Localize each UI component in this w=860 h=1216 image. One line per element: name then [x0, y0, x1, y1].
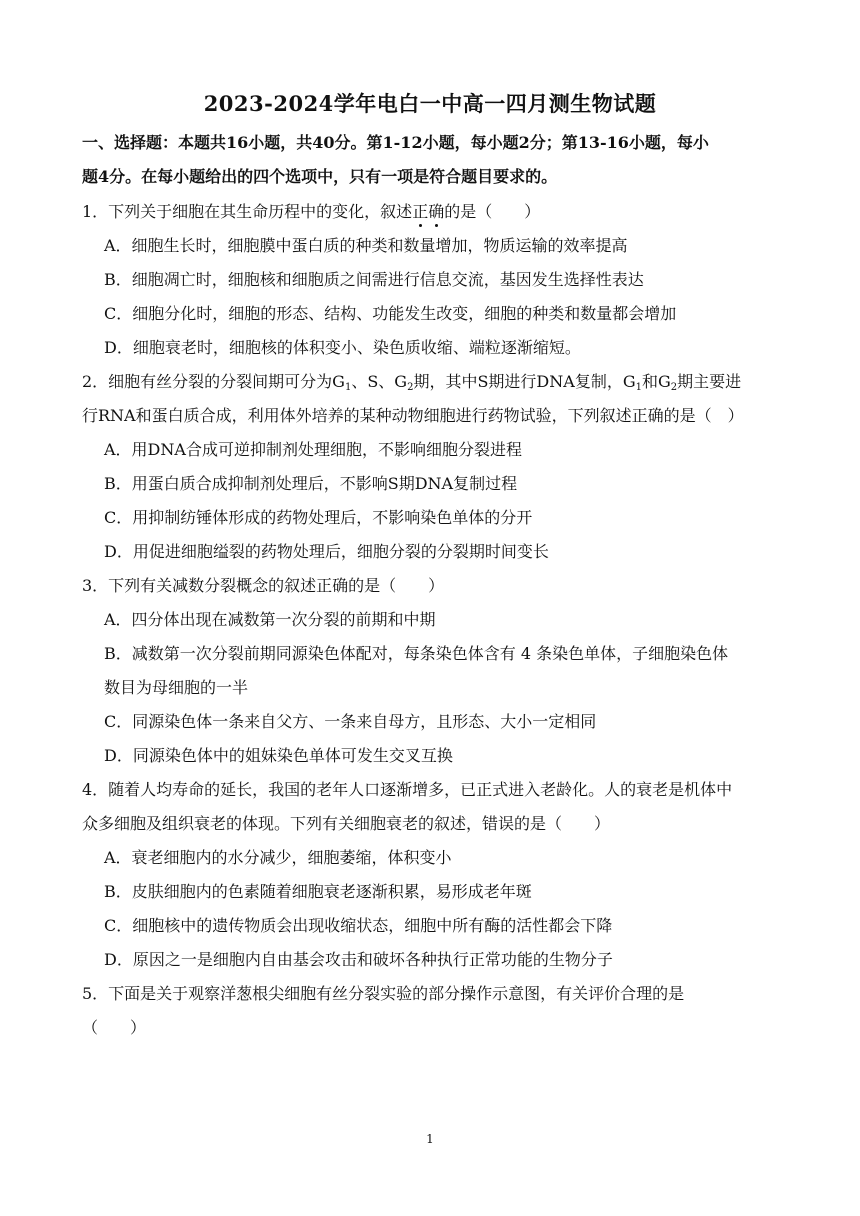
question-1-option-d: D．细胞衰老时，细胞核的体积变小、染色质收缩、端粒逐渐缩短。	[104, 338, 581, 357]
question-3-stem: 3．下列有关减数分裂概念的叙述正确的是（ ）	[82, 576, 445, 595]
question-2-option-b: B．用蛋白质合成抑制剂处理后，不影响S期DNA复制过程	[104, 474, 518, 493]
question-2-option-d: D．用促进细胞缢裂的药物处理后，细胞分裂的分裂期时间变长	[104, 542, 549, 561]
page-number: 1	[426, 1132, 434, 1146]
question-3-option-b-cont: 数目为母细胞的一半	[104, 678, 249, 697]
question-2-option-a: A．用DNA合成可逆抑制剂处理细胞，不影响细胞分裂进程	[104, 440, 522, 459]
question-5-stem-line-2: （ ）	[82, 1018, 147, 1037]
question-4-option-c: C．细胞核中的遗传物质会出现收缩状态，细胞中所有酶的活性都会下降	[104, 916, 613, 935]
page-title: 2023-2024学年电白一中高一四月测生物试题	[203, 91, 657, 116]
question-4-option-a: A．衰老细胞内的水分减少，细胞萎缩，体积变小	[104, 848, 452, 867]
question-4-stem-line-2: 众多细胞及组织衰老的体现。下列有关细胞衰老的叙述，错误的是（ ）	[82, 814, 611, 833]
question-2-option-c: C．用抑制纺锤体形成的药物处理后，不影响染色单体的分开	[104, 508, 533, 527]
section-header-line-1: 一、选择题：本题共16小题，共40分。第1-12小题，每小题2分；第13-16小题，每小	[82, 133, 709, 152]
question-4-option-b: B．皮肤细胞内的色素随着细胞衰老逐渐积累，易形成老年斑	[104, 882, 532, 901]
question-5-stem-line-1: 5．下面是关于观察洋葱根尖细胞有丝分裂实验的部分操作示意图，有关评价合理的是	[82, 984, 685, 1003]
question-3-option-a: A．四分体出现在减数第一次分裂的前期和中期	[104, 610, 436, 629]
section-header	[82, 126, 782, 194]
emphasis-dot-char: 确	[428, 202, 445, 221]
emphasis-dot-char: 正	[412, 202, 429, 221]
question-2-stem-line-2: 行RNA和蛋白质合成，利用体外培养的某种动物细胞进行药物试验，下列叙述正确的是（ ）	[82, 406, 744, 425]
question-1-stem: 1．下列关于细胞在其生命历程中的变化，叙述正确的是（ ）	[82, 202, 541, 221]
question-4-option-d: D．原因之一是细胞内自由基会攻击和破坏各种执行正常功能的生物分子	[104, 950, 613, 969]
question-4-stem-line-1: 4．随着人均寿命的延长，我国的老年人口逐渐增多，已正式进入老龄化。人的衰老是机体中	[82, 780, 733, 799]
section-header-line-2: 题4分。在每小题给出的四个选项中，只有一项是符合题目要求的。	[82, 167, 558, 186]
question-2-stem-line-1: 2．细胞有丝分裂的分裂间期可分为$G_1$、S、$G_2$期，其中S期进行DNA复制，$G_1$和$G_2$期主要进	[82, 372, 742, 393]
question-1-option-a: A．细胞生长时，细胞膜中蛋白质的种类和数量增加，物质运输的效率提高	[104, 236, 628, 255]
question-3-option-b: B．减数第一次分裂前期同源染色体配对，每条染色体含有 4 条染色单体，子细胞染色体	[104, 644, 729, 663]
question-3-option-d: D．同源染色体中的姐妹染色单体可发生交叉互换	[104, 746, 453, 765]
question-3-option-c: C．同源染色体一条来自父方、一条来自母方，且形态、大小一定相同	[104, 712, 597, 731]
question-1-option-b: B．细胞凋亡时，细胞核和细胞质之间需进行信息交流，基因发生选择性表达	[104, 270, 644, 289]
question-1-option-c: C．细胞分化时，细胞的形态、结构、功能发生改变，细胞的种类和数量都会增加	[104, 304, 677, 323]
